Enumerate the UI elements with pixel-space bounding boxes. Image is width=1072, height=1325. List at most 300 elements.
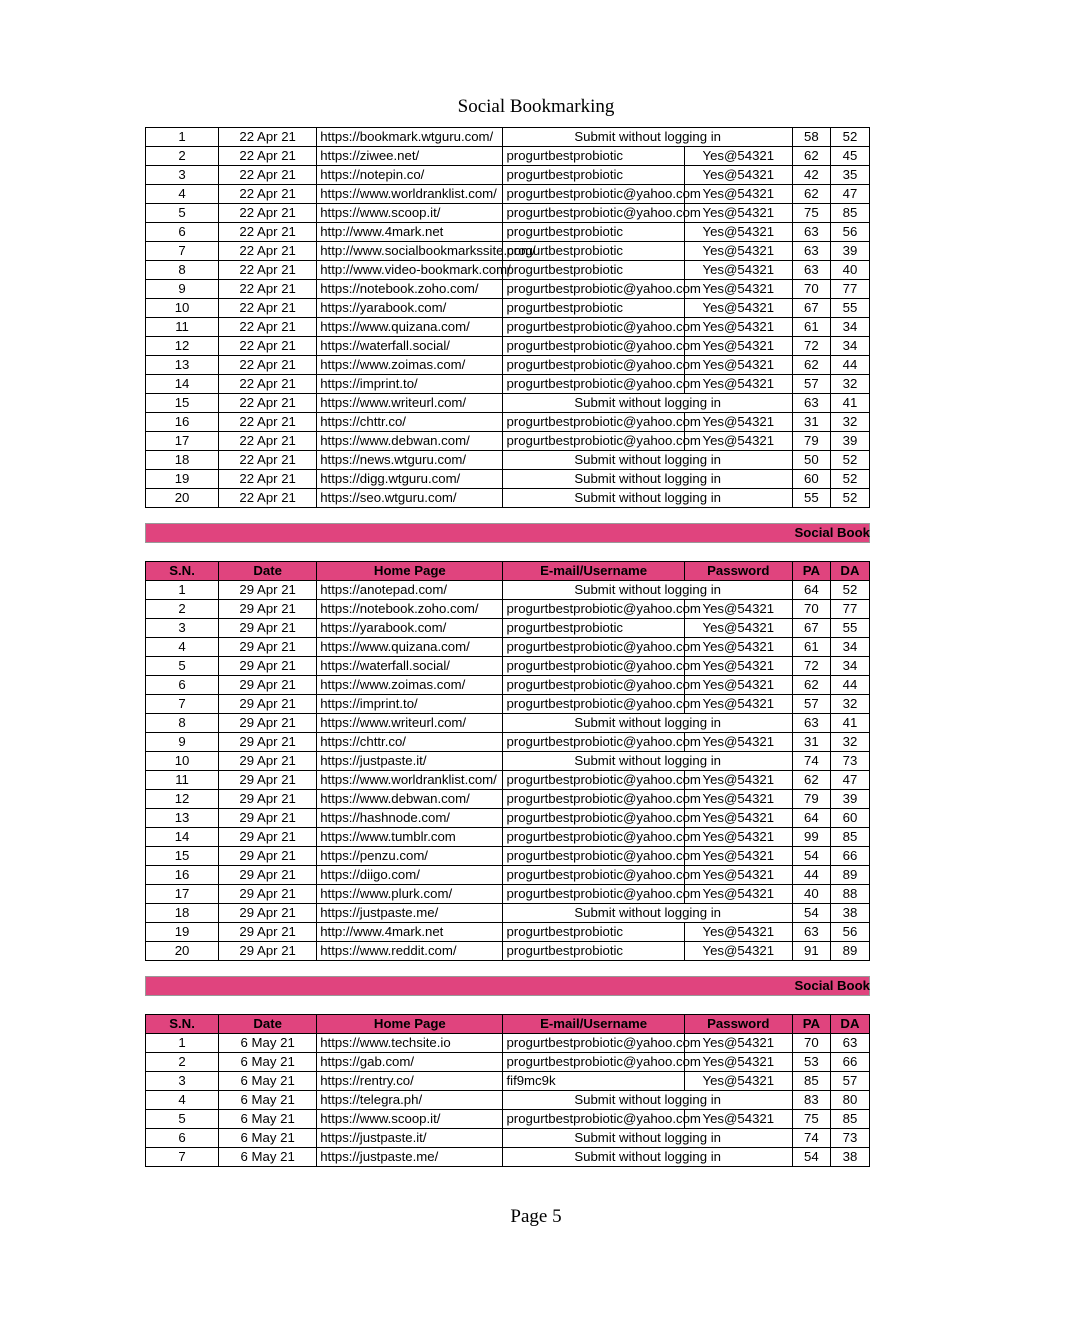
username-cell: progurtbestprobiotic@yahoo.com [503, 432, 684, 451]
home-page-cell: https://hashnode.com/ [317, 809, 503, 828]
da-cell: 47 [830, 185, 869, 204]
pa-cell: 79 [792, 432, 830, 451]
sn-cell: 7 [146, 695, 219, 714]
sn-cell: 9 [146, 733, 219, 752]
pa-cell: 62 [792, 676, 830, 695]
header-pa: PA [792, 1015, 830, 1034]
date-cell: 29 Apr 21 [219, 638, 317, 657]
pa-cell: 74 [792, 752, 830, 771]
table-row [146, 752, 870, 771]
date-cell: 29 Apr 21 [219, 904, 317, 923]
date-cell: 29 Apr 21 [219, 619, 317, 638]
date-cell: 29 Apr 21 [219, 809, 317, 828]
date-cell: 22 Apr 21 [219, 280, 317, 299]
table-row [146, 695, 870, 714]
da-cell: 38 [830, 1148, 869, 1167]
home-page-cell: https://imprint.to/ [317, 695, 503, 714]
da-cell: 39 [830, 432, 869, 451]
date-cell: 29 Apr 21 [219, 733, 317, 752]
table-row [146, 185, 870, 204]
date-cell: 6 May 21 [219, 1053, 317, 1072]
sn-cell: 4 [146, 1091, 219, 1110]
username-cell: progurtbestprobiotic@yahoo.com [503, 1110, 684, 1129]
home-page-cell: https://www.debwan.com/ [317, 432, 503, 451]
da-cell: 85 [830, 204, 869, 223]
pa-cell: 54 [792, 904, 830, 923]
pa-cell: 63 [792, 923, 830, 942]
header-home-page: Home Page [317, 562, 503, 581]
sn-cell: 9 [146, 280, 219, 299]
header-date: Date [219, 1015, 317, 1034]
username-cell: progurtbestprobiotic@yahoo.com [503, 733, 684, 752]
pa-cell: 75 [792, 204, 830, 223]
da-cell: 88 [830, 885, 869, 904]
username-cell: progurtbestprobiotic@yahoo.com [503, 828, 684, 847]
home-page-cell: https://www.zoimas.com/ [317, 676, 503, 695]
table-row [146, 828, 870, 847]
table-row [146, 904, 870, 923]
home-page-cell: https://waterfall.social/ [317, 657, 503, 676]
date-cell: 6 May 21 [219, 1034, 317, 1053]
da-cell: 66 [830, 847, 869, 866]
da-cell: 52 [830, 451, 869, 470]
sn-cell: 11 [146, 318, 219, 337]
home-page-cell: https://gab.com/ [317, 1053, 503, 1072]
table-row [146, 676, 870, 695]
date-cell: 6 May 21 [219, 1110, 317, 1129]
password-cell: Yes@54321 [684, 771, 792, 790]
pa-cell: 60 [792, 470, 830, 489]
table-row [146, 166, 870, 185]
header-pa: PA [792, 562, 830, 581]
home-page-cell: https://www.quizana.com/ [317, 318, 503, 337]
da-cell: 77 [830, 600, 869, 619]
sn-cell: 3 [146, 1072, 219, 1091]
date-cell: 22 Apr 21 [219, 166, 317, 185]
header-sn: S.N. [146, 1015, 219, 1034]
da-cell: 41 [830, 714, 869, 733]
pa-cell: 67 [792, 619, 830, 638]
password-cell: Yes@54321 [684, 1110, 792, 1129]
date-cell: 29 Apr 21 [219, 581, 317, 600]
submit-note-cell: Submit without logging in [503, 394, 792, 413]
password-cell: Yes@54321 [684, 695, 792, 714]
pa-cell: 70 [792, 1034, 830, 1053]
date-cell: 29 Apr 21 [219, 828, 317, 847]
table-row [146, 337, 870, 356]
table-row [146, 1053, 870, 1072]
date-cell: 22 Apr 21 [219, 185, 317, 204]
da-cell: 73 [830, 1129, 869, 1148]
pa-cell: 31 [792, 733, 830, 752]
da-cell: 41 [830, 394, 869, 413]
date-cell: 22 Apr 21 [219, 299, 317, 318]
home-page-cell: https://www.debwan.com/ [317, 790, 503, 809]
date-cell: 29 Apr 21 [219, 676, 317, 695]
pa-cell: 62 [792, 356, 830, 375]
table-row [146, 790, 870, 809]
sn-cell: 8 [146, 261, 219, 280]
pa-cell: 74 [792, 1129, 830, 1148]
da-cell: 55 [830, 619, 869, 638]
sn-cell: 12 [146, 790, 219, 809]
sn-cell: 20 [146, 942, 219, 961]
home-page-cell: http://www.video-bookmark.com/ [317, 261, 503, 280]
password-cell: Yes@54321 [684, 337, 792, 356]
date-cell: 29 Apr 21 [219, 847, 317, 866]
password-cell: Yes@54321 [684, 280, 792, 299]
username-cell: progurtbestprobiotic@yahoo.com [503, 185, 684, 204]
username-cell: progurtbestprobiotic@yahoo.com [503, 204, 684, 223]
sn-cell: 5 [146, 1110, 219, 1129]
home-page-cell: https://bookmark.wtguru.com/ [317, 128, 503, 147]
submit-note-cell: Submit without logging in [503, 752, 792, 771]
password-cell: Yes@54321 [684, 828, 792, 847]
submit-note-cell: Submit without logging in [503, 128, 792, 147]
date-cell: 22 Apr 21 [219, 375, 317, 394]
home-page-cell: https://telegra.ph/ [317, 1091, 503, 1110]
date-cell: 22 Apr 21 [219, 489, 317, 508]
username-cell: progurtbestprobiotic [503, 299, 684, 318]
sn-cell: 4 [146, 185, 219, 204]
da-cell: 45 [830, 147, 869, 166]
username-cell: progurtbestprobiotic [503, 261, 684, 280]
sn-cell: 4 [146, 638, 219, 657]
sn-cell: 6 [146, 223, 219, 242]
pa-cell: 67 [792, 299, 830, 318]
pa-cell: 42 [792, 166, 830, 185]
date-cell: 22 Apr 21 [219, 432, 317, 451]
home-page-cell: https://rentry.co/ [317, 1072, 503, 1091]
header-da: DA [830, 1015, 869, 1034]
table-row [146, 714, 870, 733]
table-row [146, 451, 870, 470]
home-page-cell: https://www.scoop.it/ [317, 1110, 503, 1129]
sn-cell: 1 [146, 128, 219, 147]
sn-cell: 5 [146, 657, 219, 676]
sn-cell: 18 [146, 904, 219, 923]
date-cell: 22 Apr 21 [219, 337, 317, 356]
password-cell: Yes@54321 [684, 299, 792, 318]
pa-cell: 70 [792, 600, 830, 619]
submit-note-cell: Submit without logging in [503, 904, 792, 923]
sn-cell: 11 [146, 771, 219, 790]
table-row [146, 261, 870, 280]
header-password: Password [684, 1015, 792, 1034]
pa-cell: 57 [792, 695, 830, 714]
pa-cell: 62 [792, 185, 830, 204]
da-cell: 89 [830, 942, 869, 961]
da-cell: 56 [830, 923, 869, 942]
username-cell: progurtbestprobiotic@yahoo.com [503, 657, 684, 676]
sn-cell: 8 [146, 714, 219, 733]
password-cell: Yes@54321 [684, 1034, 792, 1053]
da-cell: 34 [830, 337, 869, 356]
date-cell: 22 Apr 21 [219, 470, 317, 489]
date-cell: 6 May 21 [219, 1091, 317, 1110]
pa-cell: 58 [792, 128, 830, 147]
da-cell: 34 [830, 638, 869, 657]
date-cell: 29 Apr 21 [219, 752, 317, 771]
table-row [146, 147, 870, 166]
pa-cell: 70 [792, 280, 830, 299]
username-cell: progurtbestprobiotic@yahoo.com [503, 337, 684, 356]
home-page-cell: https://yarabook.com/ [317, 619, 503, 638]
table-row [146, 204, 870, 223]
username-cell: progurtbestprobiotic@yahoo.com [503, 771, 684, 790]
pa-cell: 72 [792, 337, 830, 356]
password-cell: Yes@54321 [684, 356, 792, 375]
table-row [146, 470, 870, 489]
home-page-cell: https://www.techsite.io [317, 1034, 503, 1053]
home-page-cell: https://www.zoimas.com/ [317, 356, 503, 375]
table-row [146, 733, 870, 752]
password-cell: Yes@54321 [684, 261, 792, 280]
username-cell: progurtbestprobiotic@yahoo.com [503, 1034, 684, 1053]
home-page-cell: https://notebook.zoho.com/ [317, 280, 503, 299]
home-page-cell: https://seo.wtguru.com/ [317, 489, 503, 508]
table-row [146, 280, 870, 299]
table-row [146, 619, 870, 638]
password-cell: Yes@54321 [684, 600, 792, 619]
da-cell: 77 [830, 280, 869, 299]
sn-cell: 18 [146, 451, 219, 470]
table-row [146, 1034, 870, 1053]
pa-cell: 62 [792, 771, 830, 790]
header-password: Password [684, 562, 792, 581]
password-cell: Yes@54321 [684, 432, 792, 451]
username-cell: progurtbestprobiotic@yahoo.com [503, 695, 684, 714]
table-row [146, 809, 870, 828]
da-cell: 52 [830, 470, 869, 489]
submit-note-cell: Submit without logging in [503, 451, 792, 470]
bookmark-table-3 [145, 1014, 870, 1167]
pa-cell: 40 [792, 885, 830, 904]
table-row [146, 657, 870, 676]
date-cell: 29 Apr 21 [219, 923, 317, 942]
sn-cell: 1 [146, 581, 219, 600]
sn-cell: 17 [146, 432, 219, 451]
date-cell: 22 Apr 21 [219, 242, 317, 261]
da-cell: 32 [830, 413, 869, 432]
date-cell: 29 Apr 21 [219, 695, 317, 714]
date-cell: 29 Apr 21 [219, 790, 317, 809]
sn-cell: 2 [146, 1053, 219, 1072]
table-row [146, 375, 870, 394]
sn-cell: 16 [146, 413, 219, 432]
home-page-cell: https://chttr.co/ [317, 733, 503, 752]
home-page-cell: https://penzu.com/ [317, 847, 503, 866]
date-cell: 22 Apr 21 [219, 223, 317, 242]
pa-cell: 63 [792, 394, 830, 413]
password-cell: Yes@54321 [684, 638, 792, 657]
date-cell: 29 Apr 21 [219, 657, 317, 676]
da-cell: 47 [830, 771, 869, 790]
section-band-label: Social Book [794, 978, 870, 993]
sn-cell: 15 [146, 847, 219, 866]
date-cell: 22 Apr 21 [219, 318, 317, 337]
sn-cell: 17 [146, 885, 219, 904]
table-row [146, 128, 870, 147]
password-cell: Yes@54321 [684, 866, 792, 885]
table-row [146, 866, 870, 885]
sn-cell: 12 [146, 337, 219, 356]
home-page-cell: https://www.worldranklist.com/ [317, 185, 503, 204]
username-cell: progurtbestprobiotic [503, 223, 684, 242]
home-page-cell: https://www.tumblr.com [317, 828, 503, 847]
date-cell: 22 Apr 21 [219, 204, 317, 223]
password-cell: Yes@54321 [684, 790, 792, 809]
table-row [146, 413, 870, 432]
date-cell: 22 Apr 21 [219, 394, 317, 413]
username-cell: progurtbestprobiotic@yahoo.com [503, 1053, 684, 1072]
header-email: E-mail/Username [503, 1015, 684, 1034]
sn-cell: 20 [146, 489, 219, 508]
header-da: DA [830, 562, 869, 581]
date-cell: 22 Apr 21 [219, 128, 317, 147]
sn-cell: 10 [146, 299, 219, 318]
da-cell: 56 [830, 223, 869, 242]
password-cell: Yes@54321 [684, 733, 792, 752]
username-cell: progurtbestprobiotic [503, 942, 684, 961]
date-cell: 22 Apr 21 [219, 451, 317, 470]
home-page-cell: https://www.scoop.it/ [317, 204, 503, 223]
password-cell: Yes@54321 [684, 318, 792, 337]
home-page-cell: https://chttr.co/ [317, 413, 503, 432]
home-page-cell: https://news.wtguru.com/ [317, 451, 503, 470]
da-cell: 73 [830, 752, 869, 771]
date-cell: 6 May 21 [219, 1148, 317, 1167]
table-row [146, 356, 870, 375]
home-page-cell: https://justpaste.it/ [317, 752, 503, 771]
table-row [146, 847, 870, 866]
password-cell: Yes@54321 [684, 942, 792, 961]
password-cell: Yes@54321 [684, 619, 792, 638]
submit-note-cell: Submit without logging in [503, 470, 792, 489]
table-row [146, 432, 870, 451]
table-row [146, 923, 870, 942]
pa-cell: 57 [792, 375, 830, 394]
home-page-cell: https://www.writeurl.com/ [317, 394, 503, 413]
password-cell: Yes@54321 [684, 413, 792, 432]
pa-cell: 61 [792, 638, 830, 657]
submit-note-cell: Submit without logging in [503, 1148, 792, 1167]
home-page-cell: https://www.reddit.com/ [317, 942, 503, 961]
password-cell: Yes@54321 [684, 676, 792, 695]
da-cell: 52 [830, 581, 869, 600]
section-band-3 [145, 976, 870, 996]
password-cell: Yes@54321 [684, 1072, 792, 1091]
da-cell: 85 [830, 828, 869, 847]
username-cell: progurtbestprobiotic@yahoo.com [503, 866, 684, 885]
pa-cell: 50 [792, 451, 830, 470]
sn-cell: 1 [146, 1034, 219, 1053]
submit-note-cell: Submit without logging in [503, 489, 792, 508]
home-page-cell: https://justpaste.it/ [317, 1129, 503, 1148]
da-cell: 85 [830, 1110, 869, 1129]
home-page-cell: https://diigo.com/ [317, 866, 503, 885]
sn-cell: 19 [146, 470, 219, 489]
password-cell: Yes@54321 [684, 885, 792, 904]
submit-note-cell: Submit without logging in [503, 581, 792, 600]
da-cell: 52 [830, 489, 869, 508]
pa-cell: 31 [792, 413, 830, 432]
da-cell: 60 [830, 809, 869, 828]
date-cell: 29 Apr 21 [219, 600, 317, 619]
pa-cell: 63 [792, 242, 830, 261]
da-cell: 34 [830, 657, 869, 676]
da-cell: 35 [830, 166, 869, 185]
username-cell: progurtbestprobiotic [503, 166, 684, 185]
table-row [146, 318, 870, 337]
sn-cell: 7 [146, 242, 219, 261]
table-row [146, 223, 870, 242]
home-page-cell: https://imprint.to/ [317, 375, 503, 394]
password-cell: Yes@54321 [684, 204, 792, 223]
sn-cell: 16 [146, 866, 219, 885]
da-cell: 63 [830, 1034, 869, 1053]
sn-cell: 2 [146, 147, 219, 166]
password-cell: Yes@54321 [684, 223, 792, 242]
date-cell: 29 Apr 21 [219, 771, 317, 790]
table-row [146, 489, 870, 508]
password-cell: Yes@54321 [684, 923, 792, 942]
date-cell: 29 Apr 21 [219, 714, 317, 733]
sn-cell: 3 [146, 166, 219, 185]
table-row [146, 242, 870, 261]
home-page-cell: https://ziwee.net/ [317, 147, 503, 166]
pa-cell: 63 [792, 223, 830, 242]
sn-cell: 14 [146, 828, 219, 847]
sn-cell: 15 [146, 394, 219, 413]
da-cell: 38 [830, 904, 869, 923]
section-band-2 [145, 523, 870, 543]
submit-note-cell: Submit without logging in [503, 1091, 792, 1110]
da-cell: 52 [830, 128, 869, 147]
date-cell: 29 Apr 21 [219, 866, 317, 885]
sn-cell: 6 [146, 1129, 219, 1148]
table-row [146, 1110, 870, 1129]
pa-cell: 79 [792, 790, 830, 809]
date-cell: 22 Apr 21 [219, 413, 317, 432]
table-row [146, 1148, 870, 1167]
header-date: Date [219, 562, 317, 581]
table-row [146, 885, 870, 904]
header-row [146, 1015, 870, 1034]
date-cell: 6 May 21 [219, 1129, 317, 1148]
home-page-cell: http://www.4mark.net [317, 923, 503, 942]
password-cell: Yes@54321 [684, 185, 792, 204]
password-cell: Yes@54321 [684, 166, 792, 185]
date-cell: 29 Apr 21 [219, 885, 317, 904]
username-cell: progurtbestprobiotic [503, 923, 684, 942]
pa-cell: 55 [792, 489, 830, 508]
table-row [146, 299, 870, 318]
table-row [146, 638, 870, 657]
pa-cell: 91 [792, 942, 830, 961]
username-cell: progurtbestprobiotic [503, 619, 684, 638]
da-cell: 34 [830, 318, 869, 337]
date-cell: 22 Apr 21 [219, 356, 317, 375]
date-cell: 22 Apr 21 [219, 261, 317, 280]
sn-cell: 13 [146, 809, 219, 828]
password-cell: Yes@54321 [684, 242, 792, 261]
password-cell: Yes@54321 [684, 147, 792, 166]
da-cell: 40 [830, 261, 869, 280]
username-cell: progurtbestprobiotic@yahoo.com [503, 676, 684, 695]
sn-cell: 14 [146, 375, 219, 394]
sn-cell: 7 [146, 1148, 219, 1167]
